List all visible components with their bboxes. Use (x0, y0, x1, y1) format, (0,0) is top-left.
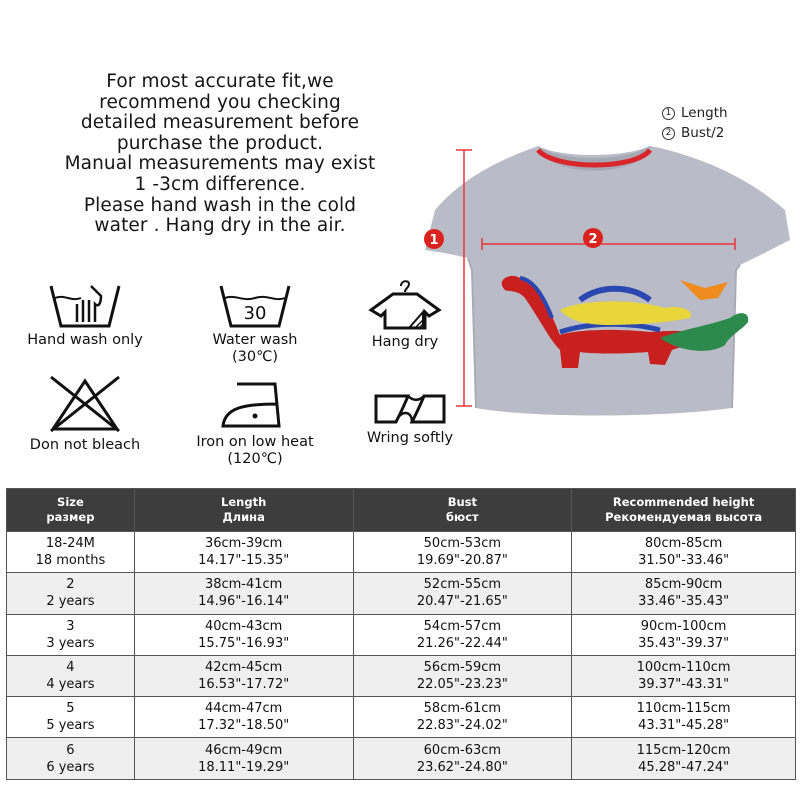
iron-low-heat-icon (217, 380, 293, 430)
fit-notice (20, 72, 420, 237)
cell-bust: 50cm-53cm 19.69"-20.87" (353, 532, 572, 573)
cell-height: 85cm-90cm 33.46"-35.43" (572, 573, 796, 614)
legend-label: Length (681, 105, 728, 121)
care-iron (180, 380, 330, 468)
table-row (7, 738, 796, 779)
cell-length: 42cm-45cm 16.53"-17.72" (134, 655, 353, 696)
cell-bust: 52cm-55cm 20.47"-21.65" (353, 573, 572, 614)
cell-bust: 56cm-59cm 22.05"-23.23" (353, 655, 572, 696)
cell-length: 38cm-41cm 14.96"-16.14" (134, 573, 353, 614)
notice-line: Please hand wash in the cold (83, 194, 357, 216)
table-row (7, 614, 796, 655)
cell-size: 6 6 years (7, 738, 135, 779)
care-label: Don not bleach (29, 437, 141, 453)
svg-text:2: 2 (588, 232, 598, 247)
legend-label: Bust/2 (681, 125, 725, 141)
care-label: Hand wash only (27, 332, 143, 348)
care-label: Iron on low heat (196, 434, 314, 450)
notice-line: detailed measurement before (80, 112, 360, 134)
care-no-bleach (10, 375, 160, 454)
hang-dry-icon (365, 276, 445, 330)
cell-size: 2 2 years (7, 573, 135, 614)
cell-bust: 58cm-61cm 22.83"-24.02" (353, 697, 572, 738)
care-hand-wash (10, 282, 160, 349)
header-height: Recommended height Рекомендуемая высота (572, 489, 796, 532)
hand-wash-icon (47, 282, 123, 328)
cell-height: 115cm-120cm 45.28"-47.24" (572, 738, 796, 779)
care-label: Wring softly (366, 430, 454, 446)
care-sub: (120℃) (227, 451, 283, 467)
cell-length: 40cm-43cm 15.75"-16.93" (134, 614, 353, 655)
header-size: Size размер (7, 489, 135, 532)
cell-height: 110cm-115cm 43.31"-45.28" (572, 697, 796, 738)
care-hang-dry (340, 276, 470, 351)
cell-size: 3 3 years (7, 614, 135, 655)
table-header-row (7, 489, 796, 532)
measurement-legend (662, 103, 728, 143)
cell-height: 90cm-100cm 35.43"-39.37" (572, 614, 796, 655)
cell-height: 100cm-110cm 39.37"-43.31" (572, 655, 796, 696)
cell-size: 4 4 years (7, 655, 135, 696)
svg-text:30: 30 (243, 303, 267, 324)
care-sub: (30℃) (231, 349, 279, 365)
header-length: Length Длина (134, 489, 353, 532)
circled-number-icon: 2 (662, 127, 675, 140)
table-row (7, 532, 796, 573)
cell-length: 44cm-47cm 17.32"-18.50" (134, 697, 353, 738)
svg-text:1: 1 (429, 233, 439, 248)
care-label: Water wash (212, 332, 298, 348)
care-water-wash (180, 282, 330, 366)
circled-number-icon: 1 (662, 107, 675, 120)
notice-line: water . Hang dry in the air. (94, 215, 346, 237)
notice-line: Manual measurements may exist (64, 153, 376, 175)
care-label: Hang dry (371, 334, 439, 350)
cell-length: 36cm-39cm 14.17"-15.35" (134, 532, 353, 573)
notice-line: recommend you checking (99, 91, 341, 113)
water-wash-30-icon (217, 282, 293, 328)
notice-line: 1 -3cm difference. (134, 173, 306, 195)
care-wring (340, 392, 480, 447)
cell-height: 80cm-85cm 31.50"-33.46" (572, 532, 796, 573)
table-row (7, 697, 796, 738)
wring-softly-icon (370, 392, 450, 426)
legend-item-length (662, 103, 728, 123)
cell-bust: 60cm-63cm 23.62"-24.80" (353, 738, 572, 779)
cell-bust: 54cm-57cm 21.26"-22.44" (353, 614, 572, 655)
cell-size: 18-24M 18 months (7, 532, 135, 573)
cell-length: 46cm-49cm 18.11"-19.29" (134, 738, 353, 779)
notice-line: purchase the product. (116, 132, 324, 154)
size-chart-table (6, 488, 796, 780)
notice-line: For most accurate fit,we (106, 71, 334, 92)
no-bleach-icon (47, 375, 123, 433)
table-row (7, 573, 796, 614)
header-bust: Bust бюст (353, 489, 572, 532)
table-row (7, 655, 796, 696)
cell-size: 5 5 years (7, 697, 135, 738)
